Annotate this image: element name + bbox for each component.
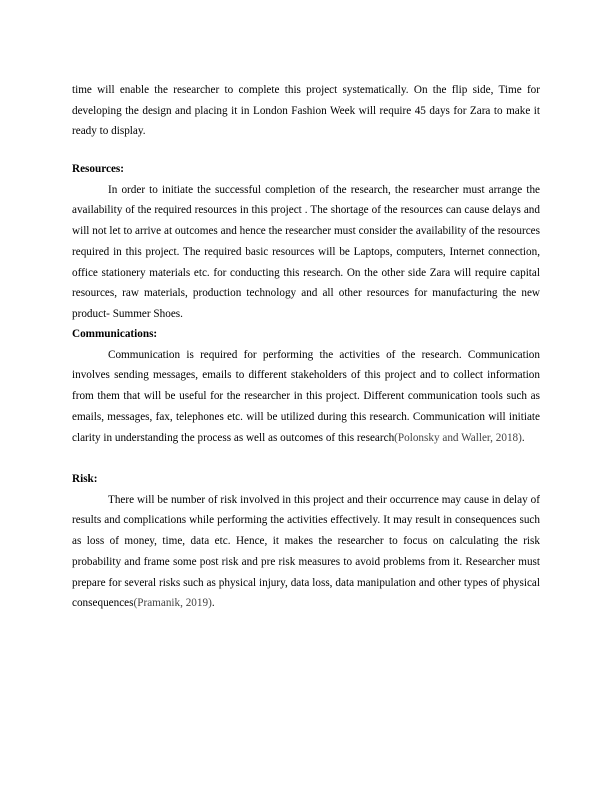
citation-pramanik: (Pramanik, 2019) — [133, 597, 212, 610]
risk-section — [72, 469, 540, 614]
communications-text: Communication is required for performing the activities of the research. Communication involves sending messages, emails to different stakeholders of this project and to collect information from them that will be useful for the researcher in this project. Different communication tools such as emails, messages, fax, telephones etc. will be utilized during this research. Communication will initiate clarity in understanding the process as well as outcomes of this research — [72, 348, 540, 444]
communications-section — [72, 324, 540, 448]
section-heading-risk: Risk: — [72, 473, 98, 485]
citation-polonsky-waller: (Polonsky and Waller, 2018) — [394, 431, 522, 444]
section-heading-resources: Resources: — [72, 163, 124, 175]
section-body-communications — [72, 345, 540, 449]
intro-paragraph: time will enable the researcher to complete this project systematically. On the flip side, Time for developing the design and placing it in London Fashion Week will require 45 days for Zara to make it ready to display. — [72, 84, 540, 138]
resources-section — [72, 159, 540, 325]
risk-text: There will be number of risk involved in this project and their occurrence may cause in delay of results and complications while performing the activities effectively. It may result in consequences such as loss of money, time, data etc. Hence, it makes the researcher to focus on calculating the risk probability and frame some post risk and pre risk measures to avoid problems from it. Researcher must prepare for several risks such as physical injury, data loss, data manipulation and other types of physical consequences — [72, 493, 540, 610]
intro-block — [72, 80, 540, 142]
section-heading-communications: Communications: — [72, 328, 158, 340]
risk-period: . — [211, 597, 215, 610]
section-body-resources: In order to initiate the successful completion of the research, the researcher must arrange the availability of the required resources in this project . The shortage of the resources can cause delays and will not let to arrive at outcomes and hence the researcher must consider the availability of the resources required in this project. The required basic resources will be Laptops, computers, Internet connection, office stationery materials etc. for conducting this research. On the other side Zara will require capital resources, raw materials, production technology and all other resources for manufacturing the new product- Summer Shoes. — [72, 183, 540, 320]
communications-period: . — [521, 431, 525, 444]
section-body-risk — [72, 490, 540, 614]
